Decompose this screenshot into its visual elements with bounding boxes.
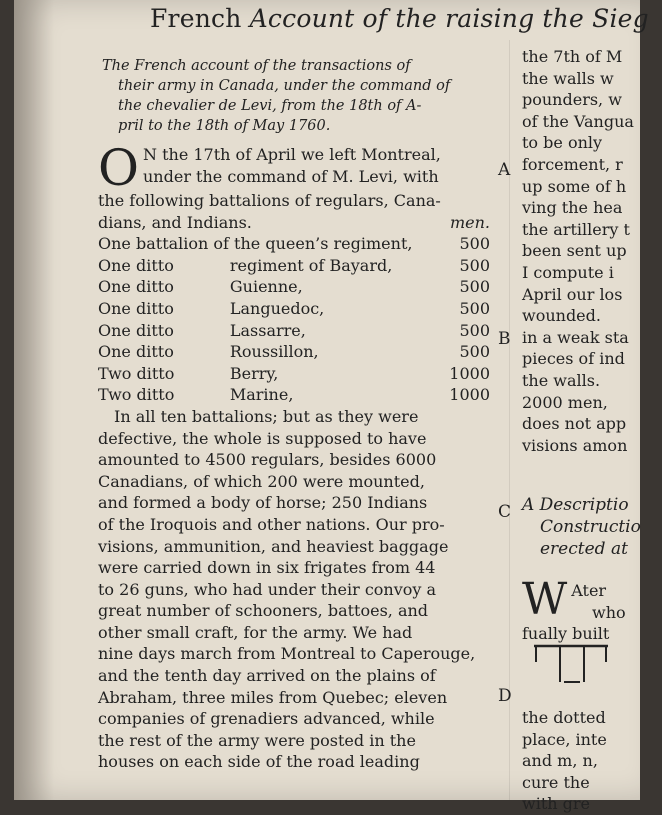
paragraph-line: the following battalions of regulars, Cana- [98,191,441,210]
battalion-men: 1000 [449,363,490,383]
battalion-kind: One ditto [98,342,174,362]
battalion-unit: Roussillon, [229,342,319,362]
paragraph-line: and formed a body of horse; 250 Indians [98,493,428,513]
battalion-men: 500 [459,298,490,318]
right-column-line: to be only [522,133,603,153]
right-column-line: the walls w [522,68,614,88]
paragraph-line: the rest of the army were posted in the [98,730,416,750]
margin-letter-b: B [498,329,511,349]
battalion-row [98,276,490,298]
battalion-row [98,341,490,363]
margin-letter-c: C [498,502,512,522]
paragraph-line: who [592,602,626,622]
right-column-line: the artillery t [522,219,630,239]
right-column-line: I compute i [522,262,614,282]
battalion-row [98,233,490,255]
battalion-kind: One ditto [98,277,174,297]
paragraph-line: and the tenth day arrived on the plains of [98,666,436,686]
battalion-men: 500 [459,342,490,362]
battalion-row [98,298,490,320]
subtitle-line: pril to the 18th of May 1760. [118,118,331,134]
drop-cap: W [522,574,568,626]
paragraph-line: dians, and Indians. [98,212,252,232]
battalion-row [98,363,490,385]
paragraph-line: houses on each side of the road leading [98,752,420,772]
right-column-line: April our los [522,284,623,304]
paragraph-line: companies of grenadiers advanced, while [98,709,435,729]
right-column-line: place, inte [522,729,607,749]
battalion-kind: One battalion of the queen’s regiment, [98,234,413,254]
battalion-unit: Berry, [229,363,279,383]
right-column-line: pounders, w [522,90,622,110]
paragraph-line: of the Iroquois and other nations. Our pro- [98,514,445,534]
paragraph-line: Abraham, three miles from Quebec; eleven [98,687,448,707]
right-column-line: pieces of ind [522,349,625,369]
description-heading-line: A Descriptio [522,495,629,516]
battalion-kind: Two ditto [98,385,175,405]
battalion-kind: One ditto [98,320,174,340]
paragraph-line: defective, the whole is supposed to have [98,428,427,448]
men-header-row [98,212,490,234]
battalion-table [98,233,490,406]
subtitle-line: their army in Canada, under the command of [118,78,451,94]
battalion-kind: Two ditto [98,363,175,383]
battalion-kind: One ditto [98,255,174,275]
battalion-unit: Lassarre, [229,320,306,340]
running-head [150,4,649,34]
first-paragraph [98,139,490,233]
battalion-men: 500 [459,320,490,340]
margin-letter-d: D [498,686,512,706]
running-head-roman: French [150,4,242,33]
paragraph-line: great number of schooners, battoes, and [98,601,429,621]
paragraph-line: were carried down in six frigates from 44 [98,558,436,578]
newspaper-page [14,0,649,814]
right-column-line: visions amon [522,435,628,455]
left-column [98,56,490,773]
battalion-kind: One ditto [98,298,174,318]
battalion-row [98,255,490,277]
paragraph-line: under the command of M. Levi, with [143,166,439,186]
right-column-line: the dotted [522,708,606,728]
drop-cap: O [98,139,139,197]
margin-letter-a: A [498,160,511,180]
right-column-line: been sent up [522,241,627,261]
battalion-men: 500 [459,255,490,275]
right-column-line: forcement, r [522,154,623,174]
right-column-line: up some of h [522,176,627,196]
right-column-line: in a weak sta [522,327,629,347]
construction-diagram [534,636,624,696]
battalion-unit: regiment of Bayard, [229,255,393,275]
paragraph-line: nine days march from Montreal to Caperouge, [98,644,476,664]
men-column-label: men. [449,212,490,232]
article-subtitle [98,56,490,136]
right-column-line: cure the [522,772,590,792]
battalion-men: 500 [459,277,490,297]
paragraph-line: N the 17th of April we left Montreal, [143,145,441,164]
right-column-line: wounded. [522,306,601,326]
right-column-line: with gre [522,794,590,814]
paragraph-line: amounted to 4500 regulars, besides 6000 [98,450,437,470]
battalion-men: 500 [459,234,490,254]
right-column-line: the walls. [522,370,601,390]
second-paragraph [98,406,490,773]
paragraph-line: other small craft, for the army. We had [98,622,413,642]
battalion-row [98,384,490,406]
paragraph-line: Ater [571,581,607,601]
paragraph-line: Canadians, of which 200 were mounted, [98,471,425,491]
right-column-line: 2000 men, [522,392,608,412]
right-column-line: of the Vangua [522,111,634,131]
battalion-unit: Languedoc, [229,298,325,318]
running-head-italic: Account of the raising the Sieg [249,4,649,33]
battalion-unit: Guienne, [229,277,303,297]
description-heading-line: Constructio [540,517,641,538]
right-column [522,46,662,815]
paragraph-line: fually built [522,624,610,644]
right-column-line: the 7th of M [522,47,623,66]
right-column-line: ving the hea [522,198,623,218]
right-column-line: does not app [522,414,627,434]
description-heading-line: erected at [540,539,628,560]
paragraph-line: to 26 guns, who had under their convoy a [98,579,437,599]
battalion-row [98,320,490,342]
paragraph-line: visions, ammunition, and heaviest baggage [98,536,449,556]
subtitle-line: The French account of the transactions of [102,58,411,74]
paragraph-line: In all ten battalions; but as they were [114,406,419,426]
battalion-unit: Marine, [229,385,294,405]
battalion-men: 1000 [449,385,490,405]
right-column-line: and m, n, [522,751,598,771]
subtitle-line: the chevalier de Levi, from the 18th of A- [118,98,422,114]
